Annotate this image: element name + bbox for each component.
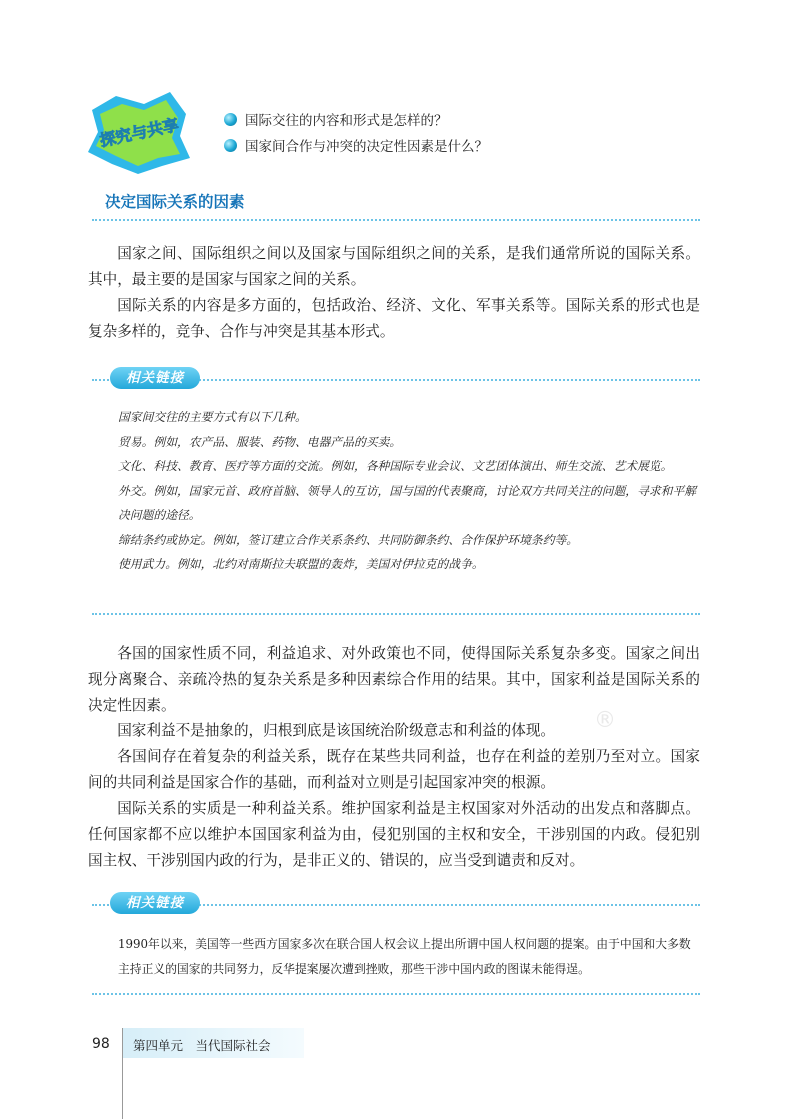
related-link-content — [118, 405, 700, 577]
link-box-bottom-border — [92, 613, 700, 615]
paragraph: 国际关系的内容是多方面的，包括政治、经济、文化、军事关系等。国际关系的形式也是复杂多样的，竞争、合作与冲突是其基本形式。 — [88, 297, 700, 340]
paragraph: 各国的国家性质不同，利益追求、对外政策也不同，使得国际关系复杂多变。国家之间出现分离聚合、亲疏冷热的复杂关系是多种因素综合作用的结果。其中，国家利益是国际关系的决定性因素。 — [88, 645, 700, 714]
link-line: 使用武力。例如，北约对南斯拉夫联盟的轰炸，美国对伊拉克的战争。 — [118, 557, 484, 571]
bullet-icon — [224, 113, 237, 126]
question-item — [224, 106, 488, 132]
paragraph: 各国间存在着复杂的利益关系，既存在某些共同利益，也存在利益的差别乃至对立。国家间的共同利益是国家合作的基础，而利益对立则是引起国家冲突的根源。 — [88, 748, 700, 791]
paragraph: 国际关系的实质是一种利益关系。维护国家利益是主权国家对外活动的出发点和落脚点。任何国家都不应以维护本国国家利益为由，侵犯别国的主权和安全，干涉别国的内政。侵犯别国主权、干涉别国内政的行为，是非正义的、错误的，应当受到谴责和反对。 — [88, 800, 700, 869]
explore-share-badge — [86, 92, 194, 174]
paragraph: 国家利益不是抽象的，归根到底是该国统治阶级意志和利益的体现。 — [117, 722, 556, 739]
link-line: 缔结条约或协定。例如，签订建立合作关系条约、共同防御条约、合作保护环境条约等。 — [118, 532, 579, 547]
related-link-content — [118, 932, 700, 981]
footer-rule — [122, 1028, 123, 1119]
question-text: 国际交往的内容和形式是怎样的？ — [245, 113, 448, 129]
divider — [92, 219, 700, 221]
badge-text: 探究与共享 — [98, 114, 181, 151]
related-link-tab: 相关链接 — [110, 367, 200, 389]
related-link-tab: 相关链接 — [110, 892, 200, 914]
link-line: 1990年以来，美国等一些西方国家多次在联合国人权会议上提出所谓中国人权问题的提案。由于中国和大多数主持正义的国家的共同努力，反华提案屡次遭到挫败，那些干涉中国内政的图谋未能得逞。 — [118, 937, 691, 976]
question-text: 国家间合作与冲突的决定性因素是什么？ — [245, 139, 488, 155]
bullet-icon — [224, 139, 237, 152]
section-title: 决定国际关系的因素 — [105, 193, 245, 211]
question-item — [224, 132, 488, 158]
link-line: 国家间交往的主要方式有以下几种。 — [118, 410, 307, 424]
link-box-bottom-border — [92, 993, 700, 995]
link-line: 外交。例如，国家元首、政府首脑、领导人的互访，国与国的代表聚商，讨论双方共同关注的问题，寻求和平解决问题的途径。 — [118, 483, 697, 522]
page-number: 98 — [92, 1036, 110, 1052]
question-list — [224, 106, 488, 158]
link-line: 贸易。例如，农产品、服装、药物、电器产品的买卖。 — [118, 434, 402, 449]
link-line: 文化、科技、教育、医疗等方面的交流。例如，各种国际专业会议、文艺团体演出、师生交流、艺术展览。 — [118, 459, 673, 473]
watermark-registered: ® — [594, 708, 616, 733]
unit-title: 第四单元 当代国际社会 — [133, 1038, 271, 1053]
paragraph: 国家之间、国际组织之间以及国家与国际组织之间的关系，是我们通常所说的国际关系。其中，最主要的是国家与国家之间的关系。 — [88, 245, 700, 288]
